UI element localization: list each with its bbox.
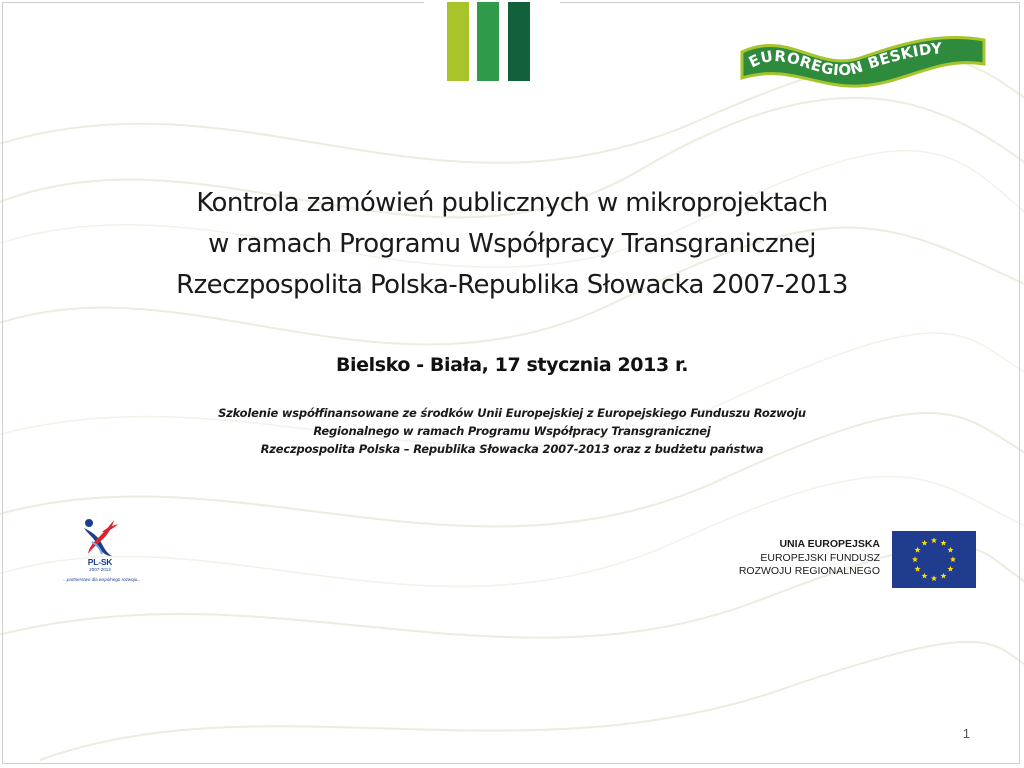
title-line-3: Rzeczpospolita Polska-Republika Słowacka 2007-2013 <box>176 270 848 300</box>
eu-fund-text <box>739 538 880 579</box>
eu-line-2: EUROPEJSKI FUNDUSZ <box>760 551 880 564</box>
funding-line-1: Szkolenie współfinansowane ze środków Unii Europejskiej z Europejskiego Funduszu Rozwoju <box>218 406 806 420</box>
euroregion-text: EUROREGION BESKIDY <box>745 39 943 80</box>
pl-sk-slogan: ...partnerstwo dla wspólnego rozwoju... <box>63 577 141 582</box>
funding-line-3: Rzeczpospolita Polska – Republika Słowacka 2007-2013 oraz z budżetu państwa <box>260 442 764 456</box>
eu-line-1: UNIA EUROPEJSKA <box>779 538 880 550</box>
pl-sk-label: PL-SK <box>87 557 113 567</box>
green-stripe <box>477 2 499 81</box>
eu-line-3: ROZWOJU REGIONALNEGO <box>738 565 880 577</box>
three-green-stripes-logo-icon <box>424 0 560 90</box>
page-number: 1 <box>962 726 970 741</box>
pl-sk-figure-icon <box>78 514 122 558</box>
pl-sk-program-logo <box>54 514 150 590</box>
funding-line-2: Regionalnego w ramach Programu Współpracy Transgranicznej <box>313 424 711 438</box>
eu-fund-logo <box>736 530 978 590</box>
title-line-2: w ramach Programu Współpracy Transgranicznej <box>208 229 816 259</box>
date-location: Bielsko - Biała, 17 stycznia 2013 r. <box>335 354 689 376</box>
slide-title <box>100 183 924 306</box>
title-line-1: Kontrola zamówień publicznych w mikroprojektach <box>196 188 828 218</box>
pl-sk-years: 2007-2013 <box>89 567 111 572</box>
eu-flag-icon <box>892 531 976 588</box>
euroregion-beskidy-logo-icon <box>738 26 988 102</box>
funding-note <box>100 404 924 458</box>
light-green-stripe <box>447 2 469 81</box>
dark-green-stripe <box>508 2 530 81</box>
